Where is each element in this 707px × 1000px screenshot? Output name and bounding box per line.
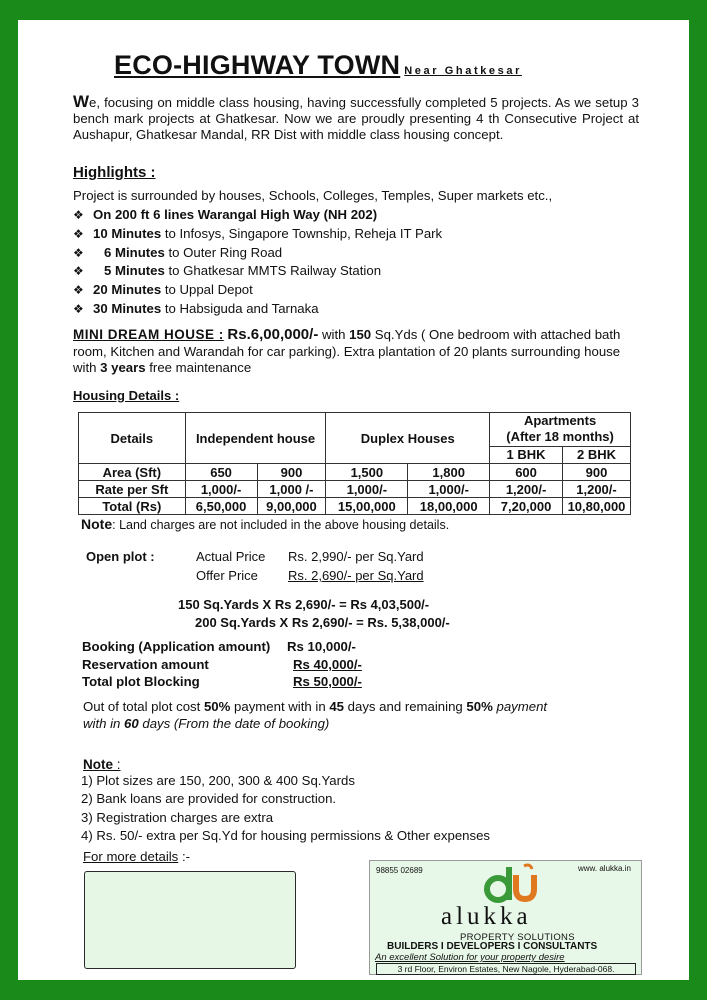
header-1bhk: 1 BHK — [490, 446, 563, 463]
table-cell: 1,200/- — [490, 481, 563, 498]
page-title — [114, 50, 522, 81]
contact-box — [84, 871, 296, 969]
booking-row — [82, 656, 362, 674]
table-cell: 10,80,000 — [563, 498, 631, 515]
table-cell: 600 — [490, 464, 563, 481]
notes-title: Note — [83, 757, 113, 772]
list-item: 2) Bank loans are provided for construction. — [81, 791, 337, 807]
table-row — [79, 481, 631, 498]
open-plot-label: Open plot : — [86, 549, 155, 564]
actual-price-value: Rs. 2,990/- per Sq.Yard — [288, 549, 424, 564]
payment-line — [83, 715, 547, 732]
table-cell: 18,00,000 — [408, 498, 490, 515]
row-label: Area (Sft) — [79, 464, 186, 481]
apartments-title: Apartments — [523, 413, 597, 429]
highlight-text: to Ghatkesar MMTS Railway Station — [164, 263, 382, 279]
table-cell: 1,800 — [408, 464, 490, 481]
mdh-sqyds: 150 — [349, 327, 372, 342]
payment-terms — [83, 698, 547, 732]
more-details-suffix: :- — [178, 849, 191, 864]
header-apartments — [490, 413, 631, 447]
booking-label: Booking (Application amount) — [82, 639, 271, 654]
diamond-bullet-icon: ❖ — [73, 245, 84, 260]
offer-price-value: Rs. 2,690/- per Sq.Yard — [288, 568, 424, 583]
intro-text: e, focusing on middle class housing, having successfully completed 5 projects. As we setup 3 bench mark projects at Ghatkesar. Now we are proudly presenting 4 th Consecutive Project at Aushapur, Ghatkesar Mandal, RR Dist with middle class housing concept. — [73, 95, 639, 142]
row-label: Rate per Sft — [79, 481, 186, 498]
housing-note-label: Note — [81, 516, 113, 532]
company-address: 3 rd Floor, Environ Estates, New Nagole, Hyderabad-068. — [376, 963, 636, 975]
booking-label: Total plot Blocking — [82, 674, 200, 689]
table-cell: 15,00,000 — [326, 498, 408, 515]
highlight-text: to Uppal Depot — [161, 282, 253, 298]
table-header-row — [79, 413, 631, 447]
company-name: alukka — [441, 903, 532, 930]
list-item: 4) Rs. 50/- extra per Sq.Yd for housing permissions & Other expenses — [81, 827, 491, 843]
highlights-list — [73, 206, 442, 319]
intro-drop-letter: W — [73, 92, 90, 111]
table-cell: 1,000/- — [408, 481, 490, 498]
table-cell: 1,000/- — [326, 481, 408, 498]
mdh-text: free maintenance — [145, 360, 252, 375]
highlights-heading: Highlights : — [73, 164, 156, 181]
payment-line — [83, 698, 547, 715]
highlight-item — [73, 262, 442, 281]
diamond-bullet-icon: ❖ — [73, 208, 84, 222]
payment-days: 60 — [124, 716, 139, 731]
company-services: BUILDERS I DEVELOPERS I CONSULTANTS — [387, 941, 598, 952]
company-tagline: An excellent Solution for your property desire — [375, 952, 565, 963]
highlight-item — [73, 281, 442, 300]
actual-price-row — [86, 547, 424, 566]
alukka-logo-icon — [480, 863, 540, 905]
highlight-bold: 30 Minutes — [93, 300, 162, 316]
payment-text: days and remaining — [343, 699, 467, 714]
payment-text: days (From the date of booking) — [138, 716, 330, 731]
table-cell: 1,000/- — [185, 481, 257, 498]
housing-note — [81, 516, 449, 532]
highlight-text: to Habsiguda and Tarnaka — [161, 300, 319, 316]
brochure-page — [18, 20, 689, 980]
payment-text: payment with in — [230, 699, 330, 714]
actual-price-label: Actual Price — [196, 549, 266, 564]
table-cell: 1,200/- — [563, 481, 631, 498]
payment-days: 45 — [329, 699, 344, 714]
booking-value: Rs 40,000/- — [293, 656, 362, 672]
table-cell: 900 — [257, 464, 326, 481]
table-cell: 650 — [185, 464, 257, 481]
intro-paragraph — [73, 94, 639, 143]
calc-row: 200 Sq.Yards X Rs 2,690/- = Rs. 5,38,000/- — [195, 615, 450, 630]
header-independent: Independent house — [185, 413, 326, 464]
header-2bhk: 2 BHK — [563, 446, 631, 463]
booking-row — [82, 673, 362, 691]
table-row — [79, 464, 631, 481]
header-duplex: Duplex Houses — [326, 413, 490, 464]
booking-value: Rs 50,000/- — [293, 674, 362, 689]
table-cell: 6,50,000 — [185, 498, 257, 515]
more-details — [83, 849, 190, 864]
company-phone: 98855 02689 — [376, 866, 423, 875]
table-cell: 1,000 /- — [257, 481, 326, 498]
apartments-note: (After 18 months) — [506, 429, 614, 445]
housing-note-text: : Land charges are not included in the above housing details. — [112, 518, 450, 532]
housing-details-table — [78, 412, 631, 515]
highlight-bold: 5 Minutes — [104, 263, 165, 279]
highlight-item — [73, 206, 442, 225]
notes-heading — [83, 757, 121, 772]
offer-price-label: Offer Price — [196, 568, 258, 583]
offer-price-row — [86, 566, 424, 585]
booking-value: Rs 10,000/- — [287, 639, 356, 654]
housing-details-heading: Housing Details : — [73, 388, 180, 403]
diamond-bullet-icon: ❖ — [73, 264, 84, 279]
highlight-text: to Outer Ring Road — [164, 244, 283, 260]
table-cell: 1,500 — [326, 464, 408, 481]
row-label: Total (Rs) — [79, 498, 186, 515]
booking-row — [82, 638, 362, 656]
highlight-item — [73, 225, 442, 244]
highlight-bold: 6 Minutes — [104, 244, 165, 260]
highlight-item — [73, 300, 442, 319]
list-item: 3) Registration charges are extra — [81, 809, 274, 825]
payment-text: with in — [83, 716, 125, 731]
title-main: ECO-HIGHWAY TOWN — [114, 50, 401, 80]
mini-dream-house-price: Rs.6,00,000/- — [227, 326, 319, 343]
plot-calculation — [178, 596, 450, 632]
notes-colon: : — [113, 757, 121, 772]
diamond-bullet-icon: ❖ — [73, 301, 84, 316]
mini-dream-house-section — [73, 327, 633, 377]
more-details-label: For more details — [83, 849, 179, 864]
highlights-description: Project is surrounded by houses, Schools, Colleges, Temples, Super markets etc., — [73, 188, 553, 203]
payment-percent: 50% — [203, 699, 231, 714]
payment-text: payment — [492, 699, 548, 714]
highlight-bold: On 200 ft 6 lines Warangal High Way (NH 202) — [93, 207, 378, 222]
payment-percent: 50% — [466, 699, 493, 714]
payment-text: Out of total plot cost — [83, 699, 204, 714]
table-cell: 900 — [563, 464, 631, 481]
highlight-bold: 20 Minutes — [93, 282, 162, 298]
table-cell: 7,20,000 — [490, 498, 563, 515]
diamond-bullet-icon: ❖ — [73, 226, 84, 241]
company-website: www. alukka.in — [578, 864, 631, 873]
booking-label: Reservation amount — [82, 656, 209, 672]
mdh-text: Sq.Yds ( One bedroom with attached bath room, Kitchen and Warandah for car parking). Extra plantation of 20 plants surrounding house with — [73, 327, 621, 375]
mini-dream-house-label: MINI DREAM HOUSE : — [73, 327, 224, 342]
company-subtitle: PROPERTY SOLUTIONS — [460, 932, 575, 943]
highlight-item — [73, 244, 442, 263]
open-plot-section — [86, 547, 424, 585]
calc-row: 150 Sq.Yards X Rs 2,690/- = Rs 4,03,500/- — [178, 597, 430, 612]
table-row — [79, 498, 631, 515]
table-cell: 9,00,000 — [257, 498, 326, 515]
mdh-years: 3 years — [100, 360, 146, 375]
highlight-bold: 10 Minutes — [93, 225, 162, 241]
booking-section — [82, 638, 362, 691]
list-item: 1) Plot sizes are 150, 200, 300 & 400 Sq.Yards — [81, 773, 355, 788]
header-details: Details — [79, 413, 186, 464]
title-subtitle: Near Ghatkesar — [404, 65, 522, 77]
company-card — [369, 860, 642, 975]
mdh-text: with — [318, 327, 350, 342]
highlight-text: to Infosys, Singapore Township, Reheja IT Park — [161, 225, 443, 241]
diamond-bullet-icon: ❖ — [73, 283, 84, 298]
notes-list — [81, 772, 490, 845]
